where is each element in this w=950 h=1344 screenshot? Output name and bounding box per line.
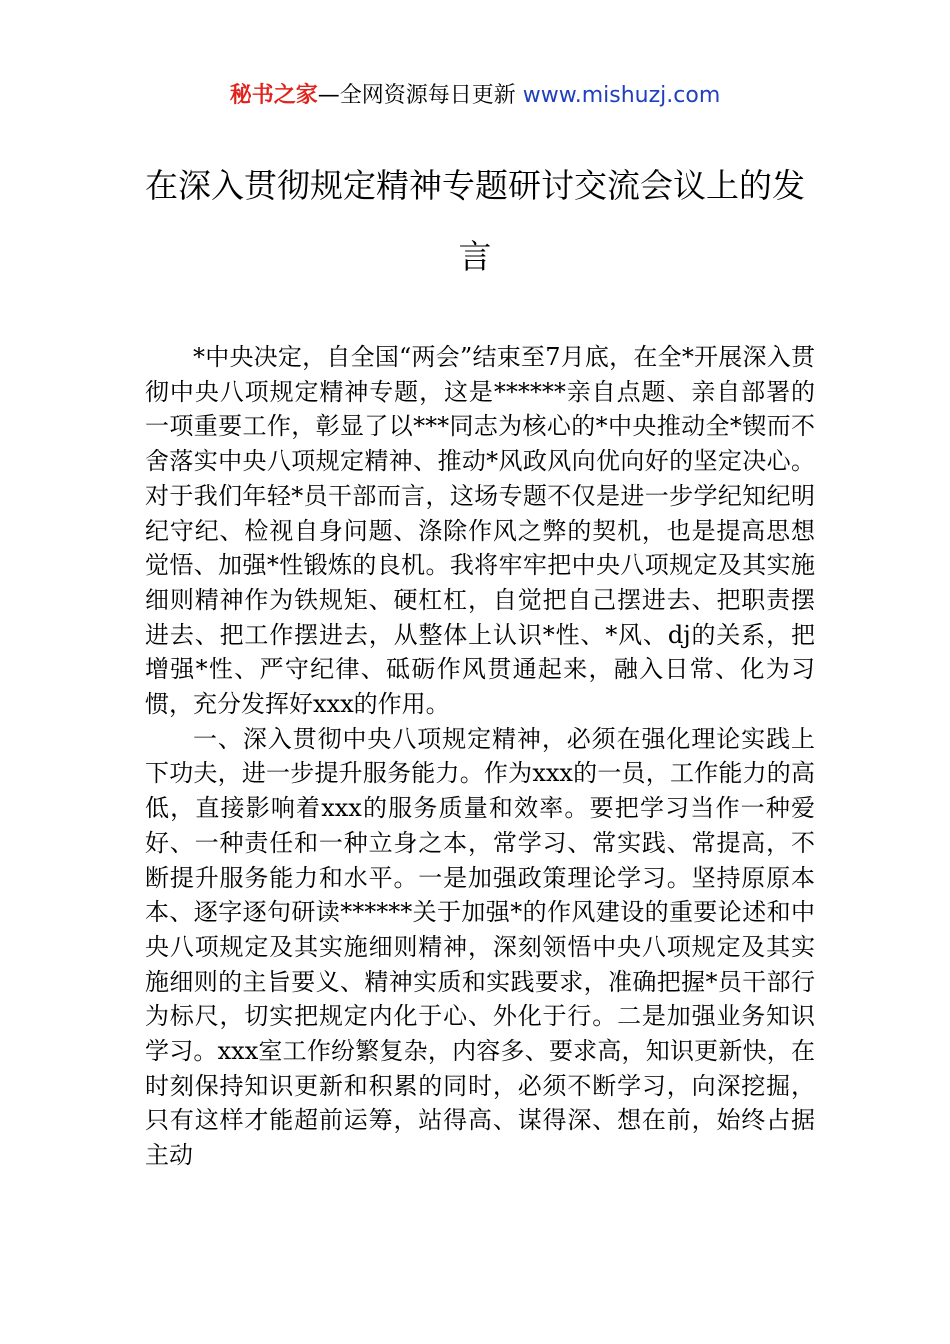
document-title: 在深入贯彻规定精神专题研讨交流会议上的发言 — [145, 166, 805, 276]
site-brand: 秘书之家 — [229, 83, 318, 108]
paragraph-section-one: 一、深入贯彻中央八项规定精神，必须在强化理论实践上下功夫，进一步提升服务能力。作为xxx的一员，工作能力的高低，直接影响着xxx的服务质量和效率。要把学习当作一种爱好、一种责任和一种立身之本，常学习、常实践、常提高，不断提升服务能力和水平。一是加强政策理论学习。坚持原原本本、逐字逐句研读******关于加强*的作风建设的重要论述和中央八项规定及其实施细则精神，深刻领悟中央八项规定及其实施细则的主旨要义、精神实质和实践要求，准确把握*员干部行为标尺，切实把规定内化于心、外化于行。二是加强业务知识学习。xxx室工作纷繁复杂，内容多、要求高，知识更新快，在时刻保持知识更新和积累的同时，必须不断学习，向深挖掘，只有这样才能超前运筹，站得高、谋得深、想在前，始终占据主动 — [145, 724, 815, 1170]
document-body — [145, 340, 815, 1173]
site-header — [0, 78, 950, 114]
site-url-link[interactable]: www.mishuzj.com — [522, 83, 721, 108]
site-tagline: —全网资源每日更新 — [317, 83, 523, 108]
paragraph-intro: *中央决定，自全国“两会”结束至7月底，在全*开展深入贯彻中央八项规定精神专题，这是******亲自点题、亲自部署的一项重要工作，彰显了以***同志为核心的*中央推动全*锲而不舍落实中央八项规定精神、推动*风政风向优向好的坚定决心。对于我们年轻*员干部而言，这场专题不仅是进一步学纪知纪明纪守纪、检视自身问题、涤除作风之弊的契机，也是提高思想觉悟、加强*性锻炼的良机。我将牢牢把中央八项规定及其实施细则精神作为铁规矩、硬杠杠，自觉把自己摆进去、把职责摆进去、把工作摆进去，从整体上认识*性、*风、dj的关系，把增强*性、严守纪律、砥砺作风贯通起来，融入日常、化为习惯，充分发挥好xxx的作用。 — [145, 343, 815, 719]
